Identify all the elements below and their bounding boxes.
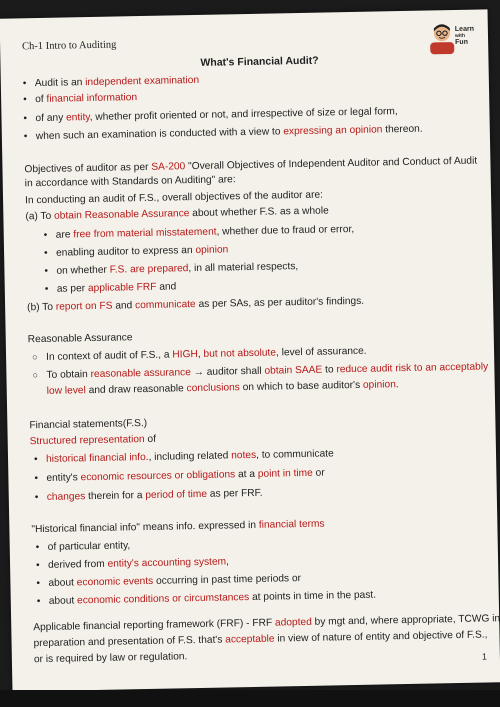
page-title: What's Financial Audit? xyxy=(200,54,319,69)
intro-item: • of any entity, whether profit oriented or not, and irrespective of size or legal form, xyxy=(23,106,397,126)
assurance-point: ○ To obtain reasonable assurance → auditor shall obtain SAAE to reduce audit risk to an acceptably xyxy=(32,361,488,382)
intro-item: • of financial information xyxy=(23,92,137,107)
fs-bullet: • changes therein for a period of time as per FRF. xyxy=(35,488,263,505)
objective-bullet: • on whether F.S. are prepared, in all material respects, xyxy=(44,261,298,279)
objective-bullet: • enabling auditor to express an opinion xyxy=(44,244,228,260)
photo-border xyxy=(0,690,500,707)
intro-item: • when such an examination is conducted with a view to expressing an opinion thereon. xyxy=(24,124,423,144)
frf-line: Applicable financial reporting framework (FRF) - FRF adopted by mgt and, where appropriate, TCWG in xyxy=(33,613,500,634)
assurance-heading: Reasonable Assurance xyxy=(27,332,133,346)
intro-item: • Audit is an independent examination xyxy=(23,75,199,91)
page-number: 1 xyxy=(481,651,488,662)
assurance-point: ○ In context of audit of F.S., a HIGH, but not absolute, level of assurance. xyxy=(32,346,367,365)
fs-bullet: • historical financial info., including related notes, to communicate xyxy=(34,448,334,467)
hfi-bullet: • of particular entity, xyxy=(36,540,131,555)
objectives-heading-cont: in accordance with Standards on Auditing" are: xyxy=(24,174,236,190)
fs-structured: Structured representation of xyxy=(29,433,157,448)
hfi-bullet: • about economic conditions or circumstances at points in time in the past. xyxy=(37,590,377,609)
notes-page xyxy=(0,9,500,691)
assurance-point-cont: low level and draw reasonable conclusions on which to base auditor's opinion. xyxy=(46,379,399,397)
frf-line: preparation and presentation of F.S. that's acceptable in view of nature of entity and objective of F.S., xyxy=(33,629,488,650)
avatar-icon xyxy=(428,22,457,55)
hfi-bullet: • about economic events occurring in past time periods or xyxy=(36,573,301,591)
brand-logo: Learn with Fun xyxy=(454,25,475,47)
hfi-bullet: • derived from entity's accounting system, xyxy=(36,556,229,572)
fs-heading: Financial statements(F.S.) xyxy=(29,417,148,432)
objectives-heading: Objectives of auditor as per SA-200 "Overall Objectives of Independent Auditor and Conduct of Audit xyxy=(24,155,478,176)
objective-bullet: • are free from material misstatement, whether due to fraud or error, xyxy=(44,224,355,243)
objective-a: (a) To obtain Reasonable Assurance about whether F.S. as a whole xyxy=(25,205,329,223)
frf-line: or is required by law or regulation. xyxy=(33,651,188,666)
objectives-lead: In conducting an audit of F.S., overall objectives of the auditor are: xyxy=(24,189,324,207)
objective-bullet: • as per applicable FRF and xyxy=(45,281,177,296)
fs-bullet: • entity's economic resources or obligations at a point in time or xyxy=(34,468,324,486)
objective-b: (b) To report on FS and communicate as per SAs, as per auditor's findings. xyxy=(27,295,365,314)
chapter-label: Ch-1 Intro to Auditing xyxy=(22,39,117,53)
hfi-heading: "Historical financial info" means info. expressed in financial terms xyxy=(31,518,325,536)
